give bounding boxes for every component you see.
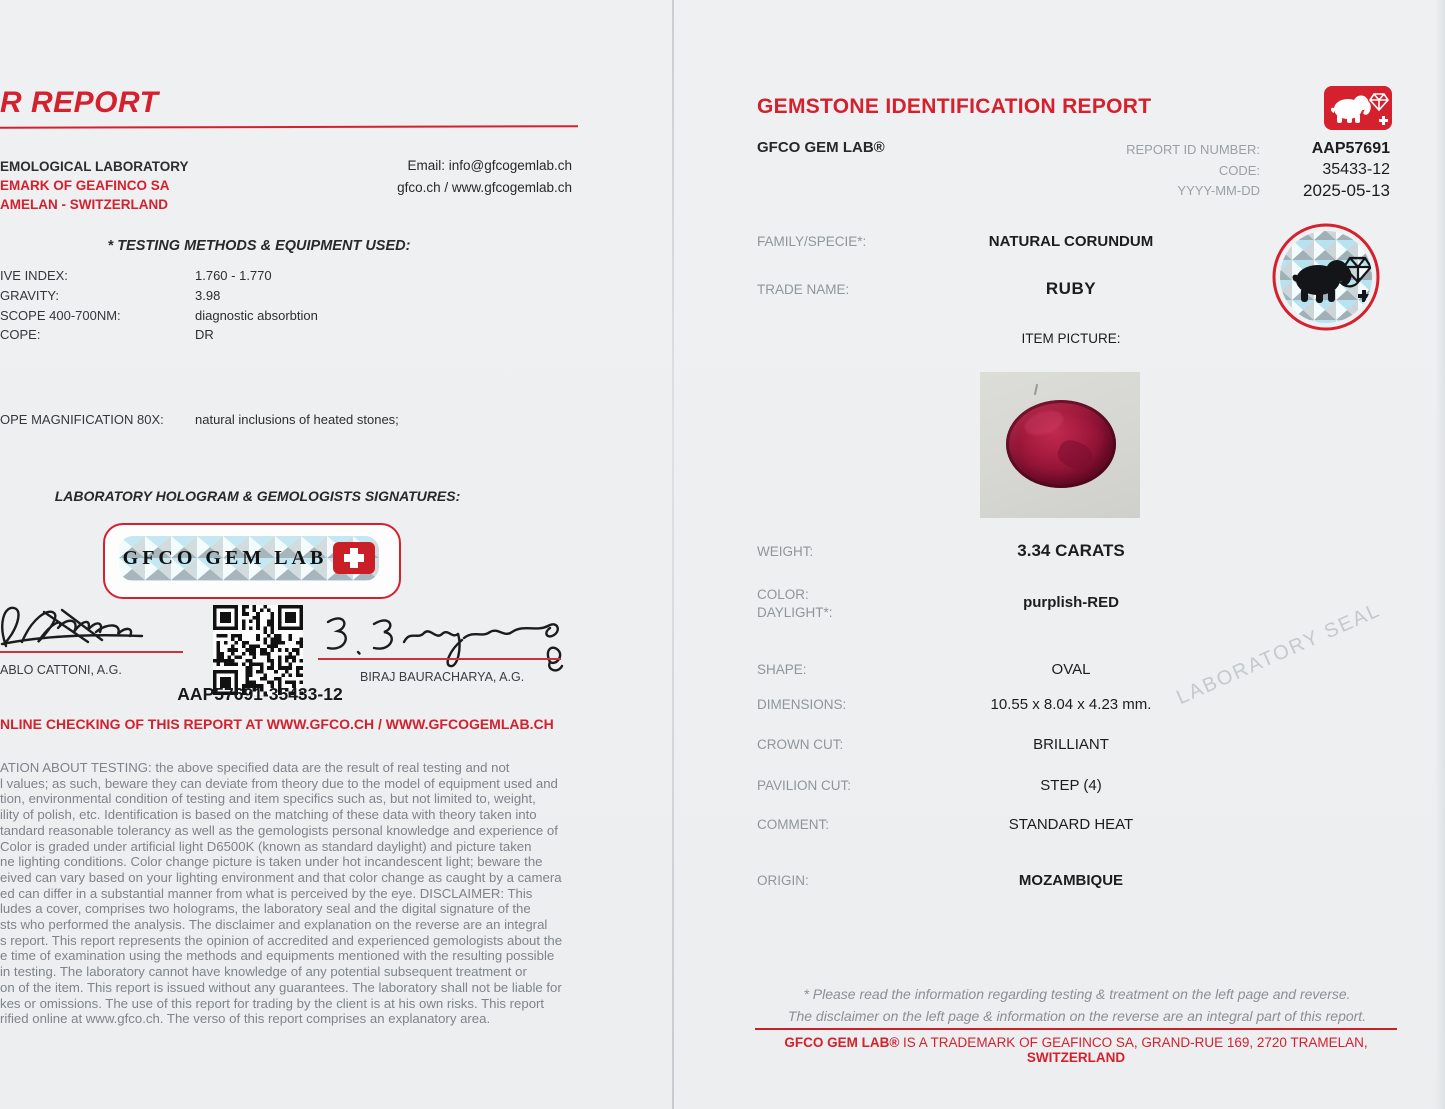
testing-row-value: 1.760 - 1.770 xyxy=(195,268,272,283)
daylight-label: DAYLIGHT*: xyxy=(757,605,833,620)
qr-code xyxy=(213,605,303,695)
shape-label: SHAPE: xyxy=(757,662,807,677)
crown-cut-value: BRILLIANT xyxy=(1033,736,1109,753)
trademark-text: IS A TRADEMARK OF GEAFINCO SA, GRAND-RUE 169, 2720 TRAMELAN, xyxy=(899,1035,1368,1050)
shape-value: OVAL xyxy=(1051,661,1091,678)
gemstone-photo xyxy=(980,372,1140,518)
color-value: purplish-RED xyxy=(1023,594,1119,611)
trademark-line xyxy=(755,1035,1397,1065)
gfco-elephant-logo-icon xyxy=(1324,86,1392,130)
laboratory-name: EMOLOGICAL LABORATORY xyxy=(0,159,189,174)
signer-left-name: ABLO CATTONI, A.G. xyxy=(0,663,122,677)
comment-value: STANDARD HEAT xyxy=(1008,816,1134,833)
crown-cut-label: CROWN CUT: xyxy=(757,737,844,752)
laboratory-identity-block xyxy=(0,157,189,214)
date-value: 2025-05-13 xyxy=(1303,181,1390,200)
hologram-text: GFCO GEM LAB xyxy=(122,547,328,569)
signature-left xyxy=(0,598,192,658)
contact-email: Email: info@gfcogemlab.ch xyxy=(407,158,572,173)
hologram-sticker xyxy=(103,523,401,599)
family-label: FAMILY/SPECIE*: xyxy=(757,234,867,249)
footnote-line-2: The disclaimer on the left page & information on the reverse are an integral part of this report. xyxy=(787,1008,1367,1024)
trademark-brand: GFCO GEM LAB® xyxy=(784,1035,900,1050)
code-label: CODE: xyxy=(1218,163,1260,178)
pavilion-cut-value: STEP (4) xyxy=(1040,777,1102,794)
color-label: COLOR: xyxy=(757,587,809,602)
disclaimer-line: rified online at www.gfco.ch. The verso of this report comprises an explanatory area. xyxy=(0,1011,491,1027)
disclaimer-line: kes or omissions. The use of this report for trading by the client is at his own risks. This report xyxy=(0,995,545,1011)
disclaimer-line: sts who performed the analysis. The disclaimer and explanation on the reverse are an integral xyxy=(0,917,548,933)
photo-artifact xyxy=(1034,384,1038,395)
origin-value: MOZAMBIQUE xyxy=(1018,872,1124,889)
disclaimer-line: in testing. The laboratory cannot have knowledge of any potential subsequent treatment or xyxy=(0,964,527,980)
laboratory-seal-watermark: LABORATORY SEAL xyxy=(1173,599,1385,710)
disclaimer-line: ludes a cover, comprises two holograms, the laboratory seal and the digital signature of the xyxy=(0,901,531,917)
footer-rule xyxy=(755,1028,1397,1030)
testing-row-label: IVE INDEX: xyxy=(0,268,68,283)
disclaimer-paragraph xyxy=(0,760,578,1027)
hologram-strip xyxy=(119,536,379,581)
swiss-cross-icon xyxy=(333,542,375,574)
testing-row-value: diagnostic absorbtion xyxy=(195,308,318,323)
title-rule xyxy=(0,125,578,129)
contact-block xyxy=(300,155,572,199)
footnote-line-1: * Please read the information regarding testing & treatment on the left page and reverse. xyxy=(803,986,1351,1002)
origin-label: ORIGIN: xyxy=(757,873,809,888)
comment-label: COMMENT: xyxy=(757,817,829,832)
code-value: 35433-12 xyxy=(1322,161,1390,178)
pavilion-cut-label: PAVILION CUT: xyxy=(757,778,852,793)
trademark-country: SWITZERLAND xyxy=(1026,1050,1126,1065)
disclaimer-line: ATION ABOUT TESTING: the above specified data are the result of real testing and not xyxy=(0,760,510,775)
testing-row-label: COPE: xyxy=(0,327,41,342)
trade-name-value: RUBY xyxy=(1045,279,1097,298)
disclaimer-line: l values; as such, beware they can deviate from theory due to the model of equipment used and xyxy=(0,775,558,791)
magnification-label: OPE MAGNIFICATION 80X: xyxy=(0,412,164,427)
hologram-heading: LABORATORY HOLOGRAM & GEMOLOGISTS SIGNATURES: xyxy=(54,488,461,504)
testing-row-value: 3.98 xyxy=(195,288,221,303)
signature-right-rule xyxy=(318,658,561,660)
disclaimer-line: ed can differ in a substantial manner from what is perceived by the eye. DISCLAIMER: This xyxy=(0,885,533,901)
report-id-label: REPORT ID NUMBER: xyxy=(1126,142,1260,157)
dimensions-label: DIMENSIONS: xyxy=(757,697,847,712)
lab-name: GFCO GEM LAB® xyxy=(757,139,885,156)
report-id-value: AAP57691 xyxy=(1311,140,1390,157)
trade-name-label: TRADE NAME: xyxy=(757,282,850,297)
disclaimer-line: on of the item. This report is issued without any guarantees. The laboratory shall not be liable for xyxy=(0,979,562,995)
page-fold-line xyxy=(672,0,674,1109)
laboratory-trademark-line: EMARK OF GEAFINCO SA xyxy=(0,178,170,193)
testing-methods-heading: * TESTING METHODS & EQUIPMENT USED: xyxy=(107,238,411,254)
testing-row-label: GRAVITY: xyxy=(0,288,59,303)
date-format-label: YYYY-MM-DD xyxy=(1177,183,1260,198)
report-code-under-qr: AAP57691-35433-12 xyxy=(177,684,343,704)
page-right-edge-shadow xyxy=(1435,0,1445,1109)
disclaimer-line: Color is graded under artificial light D6500K (known as standard daylight) and picture taken xyxy=(0,838,532,854)
disclaimer-line: tion, environmental condition of testing and item specifics such as, but not limited to, weight, xyxy=(0,791,536,807)
item-picture-label: ITEM PICTURE: xyxy=(1021,331,1121,346)
testing-row-label: SCOPE 400-700NM: xyxy=(0,308,121,323)
contact-website: gfco.ch / www.gfcogemlab.ch xyxy=(397,180,572,195)
magnification-value: natural inclusions of heated stones; xyxy=(195,412,399,427)
signer-right-name: BIRAJ BAURACHARYA, A.G. xyxy=(360,670,525,684)
ruby-gemstone xyxy=(1006,400,1116,488)
weight-value: 3.34 CARATS xyxy=(1017,541,1125,560)
dimensions-value: 10.55 x 8.04 x 4.23 mm. xyxy=(990,696,1152,713)
weight-label: WEIGHT: xyxy=(757,544,814,559)
disclaimer-line: ne lighting conditions. Color change picture is taken under hot incandescent light; beware the xyxy=(0,854,543,870)
report-title: GEMSTONE IDENTIFICATION REPORT xyxy=(757,95,1152,118)
family-value: NATURAL CORUNDUM xyxy=(988,233,1154,250)
left-page-title: R REPORT xyxy=(0,86,159,119)
disclaimer-line: eived can vary based on your lighting environment and that color change as caught by a camera xyxy=(0,869,562,885)
testing-row-value: DR xyxy=(195,327,214,342)
disclaimer-line: e time of examination using the methods and equipments mentioned with the resulting possible xyxy=(0,948,555,964)
online-checking-line: NLINE CHECKING OF THIS REPORT AT WWW.GFCO.CH / WWW.GFCOGEMLAB.CH xyxy=(0,716,554,732)
signature-left-rule xyxy=(0,651,183,653)
disclaimer-line: s report. This report represents the opinion of accredited and experienced gemologists about the xyxy=(0,932,563,948)
disclaimer-line: ility of polish, etc. Identification is based on the matching of these data with theory taken into xyxy=(0,807,537,823)
laboratory-location-line: AMELAN - SWITZERLAND xyxy=(0,197,168,212)
disclaimer-line: tandard reasonable tolerancy as well as the gemologists personal knowledge and experience of xyxy=(0,822,558,838)
gfco-seal-icon xyxy=(1270,220,1382,334)
